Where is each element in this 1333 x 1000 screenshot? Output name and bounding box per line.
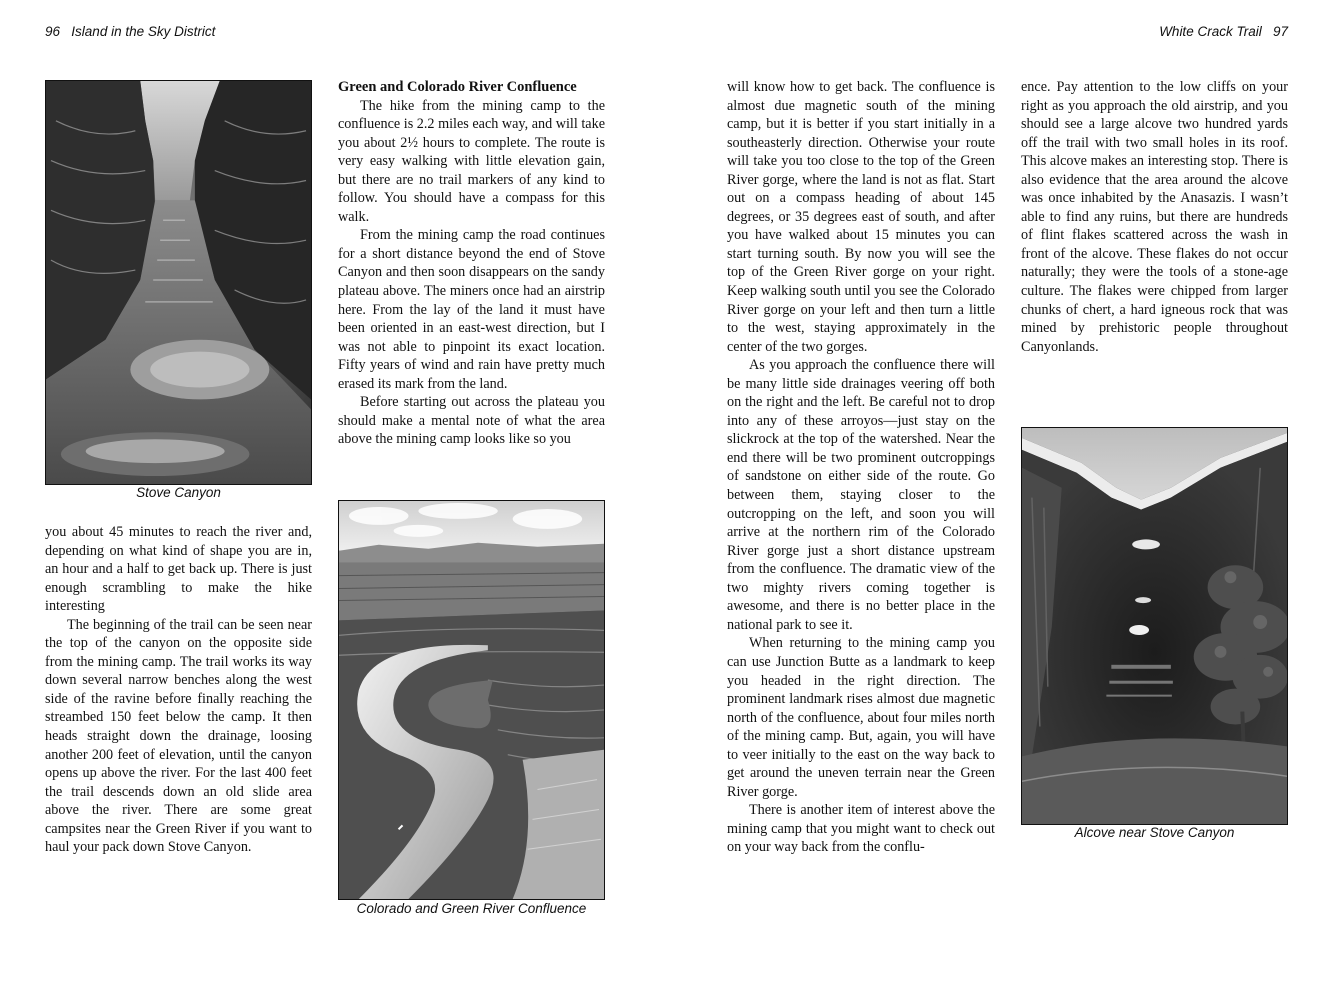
paragraph: When returning to the mining camp you can use Junction Butte as a landmark to keep you headed in the right direction. The prominent landmark rises almost due magnetic north of the confluence, about four miles north of the mining camp. But, again, you will have to veer initially to the east on the way back to get around the uneven terrain near the Green River gorge. xyxy=(727,635,995,800)
section-heading: Green and Colorado River Confluence xyxy=(338,79,577,95)
paragraph: Before starting out across the plateau you should make a mental note of what the area above the mining camp looks like so you xyxy=(338,394,605,448)
alcove-image xyxy=(1022,428,1287,824)
confluence-caption: Colorado and Green River Confluence xyxy=(356,901,587,916)
paragraph: As you approach the confluence there will be many little side drainages veering off both on the right and the left. Be careful not to drop into any of these arroyos—just stay on the slickrock at the top of the watershed. Near the end there will be two prominent outcroppings of sandstone on either side of the route. Go between them, staying closer to the outcropping on the left, and soon you will arrive at the northern rim of the Colorado River gorge just a short distance upstream from the confluence. The dramatic view of the two mighty rivers coming together is awesome, and there is no better place in the national park to see it. xyxy=(727,357,995,633)
alcove-caption: Alcove near Stove Canyon xyxy=(1074,825,1235,840)
right-page xyxy=(666,0,1333,1000)
left-page-header xyxy=(45,24,215,39)
right-page-number: 97 xyxy=(1272,24,1288,39)
paragraph: There is another item of interest above the mining camp that you might want to check out on your way back from the conflu- xyxy=(727,802,995,856)
stove-canyon-caption: Stove Canyon xyxy=(136,485,221,500)
paragraph: will know how to get back. The confluence is almost due magnetic south of the mining camp, but it is better if you start initially in a southeasterly direction. Otherwise your route will take you too close to the top of the Green River gorge, where the land is not as flat. Start out on a compass heading of about 145 degrees, or 35 degrees east of south, and after you have walked about 15 minutes you can start turning south. By now you will see the top of the Green River gorge on your right. Keep walking south until you see the Colorado River gorge on your left and then turn a little to the west, staying approximately in the center of the two gorges. xyxy=(727,79,995,355)
stove-canyon-photo xyxy=(45,80,312,485)
left-page-number: 96 xyxy=(45,24,61,39)
paragraph: ence. Pay attention to the low cliffs on your right as you approach the old airstrip, and you should see a large alcove two hundred yards off the trail with two small holes in its roof. This alcove makes an interesting stop. There is also evidence that the area around the alcove was once inhabited by the Anasazis. I wasn’t able to find any ruins, but there are hundreds of flint flakes scattered across the wash in front of the alcove. These flakes do not occur naturally; they were the tools of a stone-age culture. The flakes were chipped from larger chunks of chert, a hard igneous rock that was mined by prehistoric people throughout Canyonlands. xyxy=(1021,79,1288,355)
confluence-image xyxy=(339,501,604,899)
right-page-running-title: White Crack Trail xyxy=(1159,24,1262,39)
stove-canyon-image xyxy=(46,81,311,484)
right-column-1-text xyxy=(727,78,995,857)
right-page-header xyxy=(1159,24,1288,39)
left-page-running-title: Island in the Sky District xyxy=(71,24,216,39)
right-column-2-text xyxy=(1021,78,1288,356)
alcove-photo xyxy=(1021,427,1288,825)
paragraph: The beginning of the trail can be seen near the top of the canyon on the opposite side from the mining camp. The trail works its way down several narrow benches along the west side of the ravine before finally reaching the streambed 150 feet below the camp. It then heads straight down the drainage, loosing another 200 feet of elevation, until the canyon opens up above the river. For the last 400 feet the trail descends down an old slide area above the river. There are some great campsites near the Green River if you want to haul your pack down Stove Canyon. xyxy=(45,616,312,856)
paragraph: From the mining camp the road continues for a short distance beyond the end of Stove Canyon and then soon disappears on the sandy plateau above. The miners once had an airstrip here. From the lay of the land it must have been oriented in an east-west direction, but I was not able to pinpoint its exact location. Fifty years of wind and rain have pretty much erased its mark from the land. xyxy=(338,227,605,392)
paragraph: you about 45 minutes to reach the river and, depending on what kind of shape you are in, an hour and a half to get back up. There is just enough scrambling to make the hike interesting xyxy=(45,524,312,615)
paragraph: The hike from the mining camp to the confluence is 2.2 miles each way, and will take you about 2½ hours to complete. The route is very easy walking with little elevation gain, but there are no trail markers of any kind to follow. You should have a compass for this walk. xyxy=(338,97,605,225)
left-page xyxy=(0,0,666,1000)
left-column-2-text xyxy=(338,78,605,449)
left-column-1-text xyxy=(45,523,312,857)
confluence-photo xyxy=(338,500,605,900)
